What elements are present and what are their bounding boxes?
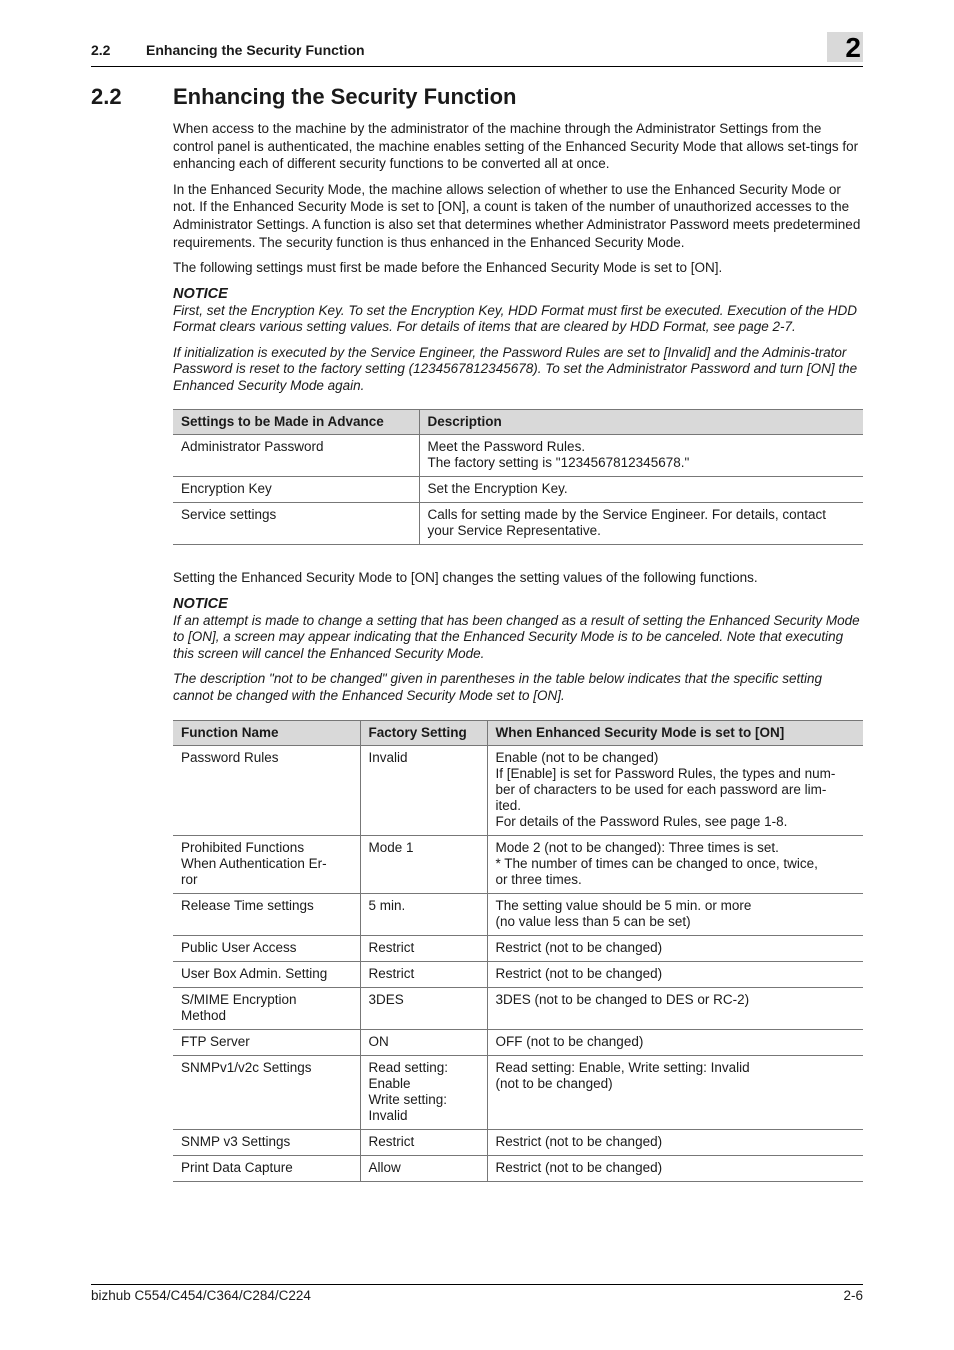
table-row <box>173 1030 863 1056</box>
table-cell: Meet the Password Rules. The factory setting is "1234567812345678." <box>419 435 863 477</box>
table-header-row <box>173 410 863 435</box>
page-footer <box>91 1284 863 1303</box>
running-header <box>91 32 863 67</box>
table-cell: Restrict <box>360 1130 487 1156</box>
table-row <box>173 746 863 836</box>
table1-body <box>173 435 863 545</box>
intro-paragraph-2: In the Enhanced Security Mode, the machine allows selection of whether to use the Enhanced Security Mode or not. If the Enhanced Security Mode is set to [ON], a count is taken of the number of unauthorized accesses to the Administrator Settings. A function is also set that determines whether Administrator Password meets predetermined requirements. The security function is thus enhanced in the Enhanced Security Mode. <box>173 181 861 250</box>
notice-heading-1: NOTICE <box>173 285 228 302</box>
table-cell: Restrict (not to be changed) <box>487 1130 863 1156</box>
page-title <box>91 84 516 110</box>
table-cell: Read setting: Enable, Write setting: Invalid (not to be changed) <box>487 1056 863 1130</box>
table-row <box>173 936 863 962</box>
table-cell: 5 min. <box>360 894 487 936</box>
intro-paragraph-3: The following settings must first be made before the Enhanced Security Mode is set to [ON]. <box>173 260 723 276</box>
main-content <box>173 120 863 1206</box>
table-cell: User Box Admin. Setting <box>173 962 360 988</box>
chapter-tab: 2 <box>827 32 863 62</box>
column-header: Factory Setting <box>360 721 487 746</box>
footer-model: bizhub C554/C454/C364/C284/C224 <box>91 1288 311 1303</box>
notice-heading-2: NOTICE <box>173 595 228 612</box>
table-cell: Encryption Key <box>173 477 419 503</box>
table-cell: 3DES <box>360 988 487 1030</box>
notice-2-item-2: The description "not to be changed" given in parentheses in the table below indicates that the specific setting cannot be changed with the Enhanced Security Mode set to [ON]. <box>173 671 822 703</box>
table-cell: 3DES (not to be changed to DES or RC-2) <box>487 988 863 1030</box>
table-cell: Restrict <box>360 936 487 962</box>
header-section-title: Enhancing the Security Function <box>146 42 365 58</box>
page-title-number: 2.2 <box>91 84 122 109</box>
notice-1-item-2: If initialization is executed by the Service Engineer, the Password Rules are set to [Invalid] and the Adminis-trator Password is reset to the factory setting (1234567812345678). To set the Administrator Password and turn [ON] the Enhanced Security Mode again. <box>173 344 858 393</box>
table-row <box>173 477 863 503</box>
table-cell: Calls for setting made by the Service Engineer. For details, contact your Service Representative. <box>419 503 863 545</box>
table-row <box>173 503 863 545</box>
table-cell: Password Rules <box>173 746 360 836</box>
notice-1-item-1: First, set the Encryption Key. To set the Encryption Key, HDD Format must first be executed. Execution of the HDD Format clears various setting values. For details of items that are cleared by HDD Format, see page 2-7. <box>173 302 858 335</box>
table-cell: OFF (not to be changed) <box>487 1030 863 1056</box>
table-cell: Service settings <box>173 503 419 545</box>
table-cell: Read setting: Enable Write setting: Invalid <box>360 1056 487 1130</box>
header-section-number: 2.2 <box>91 42 111 58</box>
table-cell: Release Time settings <box>173 894 360 936</box>
notice-2-item-1: If an attempt is made to change a setting that has been changed as a result of setting the Enhanced Security Mode to [ON], a screen may appear indicating that the Enhanced Security Mode is to be canceled. Note that executing this screen will cancel the Enhanced Security Mode. <box>173 612 860 661</box>
table-row <box>173 1056 863 1130</box>
table-cell: Allow <box>360 1156 487 1182</box>
table-cell: Set the Encryption Key. <box>419 477 863 503</box>
table-cell: FTP Server <box>173 1030 360 1056</box>
table-cell: Restrict (not to be changed) <box>487 936 863 962</box>
table-cell: Mode 1 <box>360 836 487 894</box>
table-cell: Restrict (not to be changed) <box>487 962 863 988</box>
table-row <box>173 894 863 936</box>
table-row <box>173 962 863 988</box>
column-header: When Enhanced Security Mode is set to [ON] <box>487 721 863 746</box>
table-row <box>173 988 863 1030</box>
table-cell: Restrict (not to be changed) <box>487 1156 863 1182</box>
table-cell: Enable (not to be changed) If [Enable] is set for Password Rules, the types and num- ber of characters to be used for each password are lim- ited. For details of the Password Rules, see page 1-8. <box>487 746 863 836</box>
table-row <box>173 1130 863 1156</box>
table-cell: S/MIME Encryption Method <box>173 988 360 1030</box>
column-header: Description <box>419 410 863 435</box>
table-cell: Public User Access <box>173 936 360 962</box>
table-cell: Prohibited Functions When Authentication Er- ror <box>173 836 360 894</box>
column-header: Function Name <box>173 721 360 746</box>
table-row <box>173 435 863 477</box>
table-cell: ON <box>360 1030 487 1056</box>
table-cell: Invalid <box>360 746 487 836</box>
table-cell: Mode 2 (not to be changed): Three times is set. * The number of times can be changed to once, twice, or three times. <box>487 836 863 894</box>
column-header: Settings to be Made in Advance <box>173 410 419 435</box>
paragraph-after-table-1: Setting the Enhanced Security Mode to [ON] changes the setting values of the following functions. <box>173 570 758 586</box>
table-cell: SNMP v3 Settings <box>173 1130 360 1156</box>
table-cell: Print Data Capture <box>173 1156 360 1182</box>
table-row <box>173 1156 863 1182</box>
settings-in-advance-table <box>173 409 863 545</box>
footer-page-number: 2-6 <box>843 1288 863 1303</box>
table-row <box>173 836 863 894</box>
intro-paragraph-1: When access to the machine by the administrator of the machine through the Administrator Settings from the control panel is authenticated, the machine enables setting of the Enhanced Security Mode that allows set-tings for enhancing each of different security functions to be converted all at once. <box>173 121 859 172</box>
table-cell: Administrator Password <box>173 435 419 477</box>
table-cell: SNMPv1/v2c Settings <box>173 1056 360 1130</box>
table-cell: The setting value should be 5 min. or more (no value less than 5 can be set) <box>487 894 863 936</box>
enhanced-security-functions-table <box>173 720 863 1182</box>
table-header-row <box>173 721 863 746</box>
page-title-text: Enhancing the Security Function <box>173 84 517 109</box>
table2-body <box>173 746 863 1182</box>
table-cell: Restrict <box>360 962 487 988</box>
